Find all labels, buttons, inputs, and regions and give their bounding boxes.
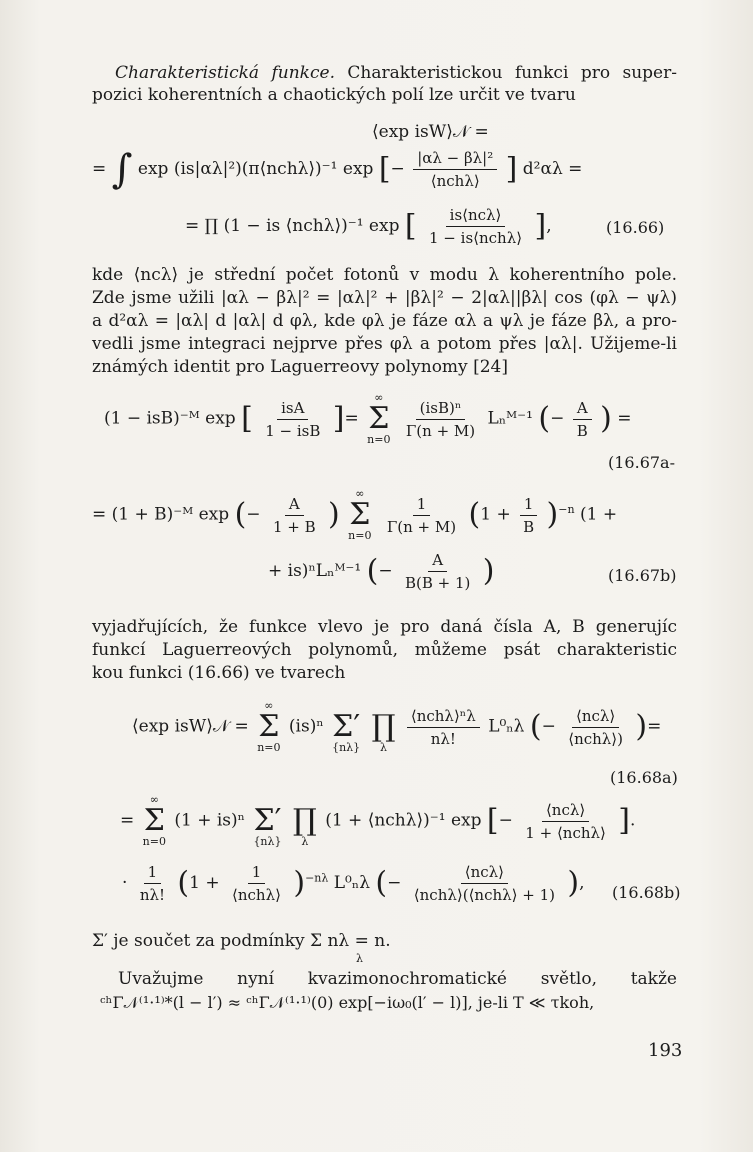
sum-prime-symbol: Σ′ {nλ} [332, 709, 361, 754]
equation-number: (16.68a) [610, 768, 678, 787]
paragraph-line: kou funkci (16.66) ve tvarech [92, 663, 346, 683]
equation-line: (1 − isB)⁻ᴹ exp [ $\frac{\text{isA}}{\text{1 − isB}}$ ]= ∞ Σ n=0 $\frac{\text{(isB)ⁿ}}{\Gamma(n + M)}$ Lₙᴹ⁻¹ (− $\frac{A}{B}$ ) = [104, 391, 632, 446]
product-symbol: ∏ λ [371, 709, 396, 754]
fraction: $\frac{\text{⟨ncλ⟩}}{\text{⟨nchλ⟩)}}$ [568, 706, 624, 748]
fraction: $\frac{A}{B(B + 1)}$ [404, 551, 471, 592]
equation-line: = ∫ exp (is|αλ|²)(π⟨nchλ⟩)⁻¹ exp [− $\frac{\text{|αλ − βλ|²}}{\text{⟨nchλ⟩}}$ ] d²αλ = [92, 146, 583, 193]
equation-tail: d²αλ = [522, 159, 583, 179]
fraction: $\frac{\text{(isB)ⁿ}}{\Gamma(n + M)}$ [405, 398, 476, 440]
equation-line: = (1 + B)⁻ᴹ exp (− $\frac{A}{1 + B}$ ) ∞ Σ n=0 $\frac{1}{\Gamma(n + M)}$ (1 + $\frac{1}{B}$ )$^{-n}$ (1 + [92, 487, 618, 542]
paragraph-line: vedli jsme integraci nejprve přes φλ a potom přes |αλ|. Užijeme-li [92, 334, 677, 354]
equation-number: (16.66) [606, 218, 665, 237]
product-symbol: ∏ λ [292, 803, 317, 848]
paragraph-line: ᶜʰΓ𝒩⁽¹·¹⁾*(l − l′) ≈ ᶜʰΓ𝒩⁽¹·¹⁾(0) exp[−iω₀(l′ − l)], je-li T ≪ τkoh, [100, 993, 595, 1012]
sum-prime-symbol: Σ′ {nλ} [253, 803, 282, 848]
sum-symbol: ∞ Σ n=0 [257, 699, 281, 754]
sum-condition: Σ′ je součet za podmínky Σ nλ = n. [92, 931, 391, 951]
fraction: $\frac{\text{isA}}{\text{1 − isB}}$ [265, 398, 321, 440]
paragraph-line [115, 62, 677, 84]
italic-heading: Charakteristická funkce. [115, 63, 335, 83]
fraction: $\frac{1}{n\lambda!}$ [139, 863, 166, 904]
equation-line: = ∞ Σ n=0 (1 + is)ⁿ Σ′ {nλ} ∏ λ (1 + ⟨nchλ⟩)⁻¹ exp [− $\frac{\text{⟨ncλ⟩}}{\text{1 + ⟨nchλ⟩}}$ ]. [120, 793, 636, 848]
equation-line: ⟨exp isW⟩𝒩 = [372, 122, 489, 142]
paragraph-line: funkcí Laguerreových polynomů, můžeme psát charakteristic [92, 640, 677, 660]
equation-line: ⟨exp isW⟩𝒩 = ∞ Σ n=0 (is)ⁿ Σ′ {nλ} ∏ λ $\frac{\text{⟨nchλ⟩ⁿλ}}{n\lambda!}$ L⁰ₙλ (− $\frac{\text{⟨ncλ⟩}}{\text{⟨nchλ⟩)}}$ )= [132, 699, 662, 754]
sum-symbol: ∞ Σ n=0 [367, 391, 391, 446]
sum-symbol: ∞ Σ n=0 [142, 793, 166, 848]
equation-number: (16.67a- [608, 453, 675, 472]
paragraph-line: Zde jsme užili |αλ − βλ|² = |αλ|² + |βλ|² − 2|αλ||βλ| cos (φλ − ψλ) [92, 288, 677, 308]
equation-body: exp (is|αλ|²)(π⟨nchλ⟩)⁻¹ exp [137, 159, 374, 179]
paragraph-line: a d²αλ = |αλ| d |αλ| d φλ, kde φλ je fáze αλ a ψλ je fáze βλ, a pro- [92, 311, 677, 331]
integral-symbol: ∫ [111, 146, 133, 193]
paragraph-line: vyjadřujících, že funkce vlevo je pro daná čísla A, B generujíc [92, 617, 677, 637]
equation-number: (16.68b) [612, 883, 681, 902]
paragraph-line: známých identit pro Laguerreovy polynomy [24] [92, 357, 508, 377]
equation-line: · $\frac{1}{n\lambda!}$ (1 + $\frac{1}{\text{⟨nchλ⟩}}$ )$^{-n\lambda}$ L⁰ₙλ (− $\frac{\text{⟨ncλ⟩}}{\text{⟨nchλ⟩(⟨nchλ⟩ + 1)}}$ ), [122, 863, 585, 904]
fraction: $\frac{1}{B}$ [519, 494, 538, 537]
fraction: $\frac{\text{⟨nchλ⟩ⁿλ}}{n\lambda!}$ [407, 706, 480, 749]
paragraph-text: Charakteristickou funkci pro super- [334, 63, 677, 83]
fraction: $\frac{1}{\Gamma(n + M)}$ [386, 494, 457, 536]
equation-number: (16.67b) [608, 566, 677, 585]
fraction: $\frac{\text{⟨ncλ⟩}}{\text{1 + ⟨nchλ⟩}}$ [525, 800, 606, 842]
fraction: $\frac{\text{|αλ − βλ|²}}{\text{⟨nchλ⟩}}$ [413, 148, 497, 191]
paragraph-line: kde ⟨ncλ⟩ je střední počet fotonů v modu λ koherentního pole. [92, 265, 677, 285]
fraction: $\frac{\text{is⟨ncλ⟩}}{\text{1 − is⟨nchλ⟩}}$ [429, 206, 523, 247]
paragraph-line: Uvažujme nyní kvazimonochromatické světlo, takže [118, 969, 677, 989]
fraction: $\frac{A}{1 + B}$ [272, 494, 316, 536]
sum-symbol: ∞ Σ n=0 [348, 487, 372, 542]
paragraph-line: pozici koherentních a chaotických polí lze určit ve tvaru [92, 85, 576, 105]
equation-line: + is)ⁿLₙᴹ⁻¹ (− $\frac{A}{B(B + 1)}$ ) [268, 551, 495, 592]
fraction: $\frac{1}{\text{⟨nchλ⟩}}$ [232, 863, 281, 904]
equation-line: = ∏ (1 − is ⟨nchλ⟩)⁻¹ exp [ $\frac{\text{is⟨ncλ⟩}}{\text{1 − is⟨nchλ⟩}}$ ], [185, 206, 552, 247]
sum-condition-subscript: λ [356, 952, 363, 965]
fraction: $\frac{A}{B}$ [573, 398, 592, 441]
equation-body: = ∏ (1 − is ⟨nchλ⟩)⁻¹ exp [185, 216, 400, 236]
fraction: $\frac{\text{⟨ncλ⟩}}{\text{⟨nchλ⟩(⟨nchλ⟩ + 1)}}$ [413, 863, 555, 904]
page-number: 193 [648, 1040, 683, 1061]
